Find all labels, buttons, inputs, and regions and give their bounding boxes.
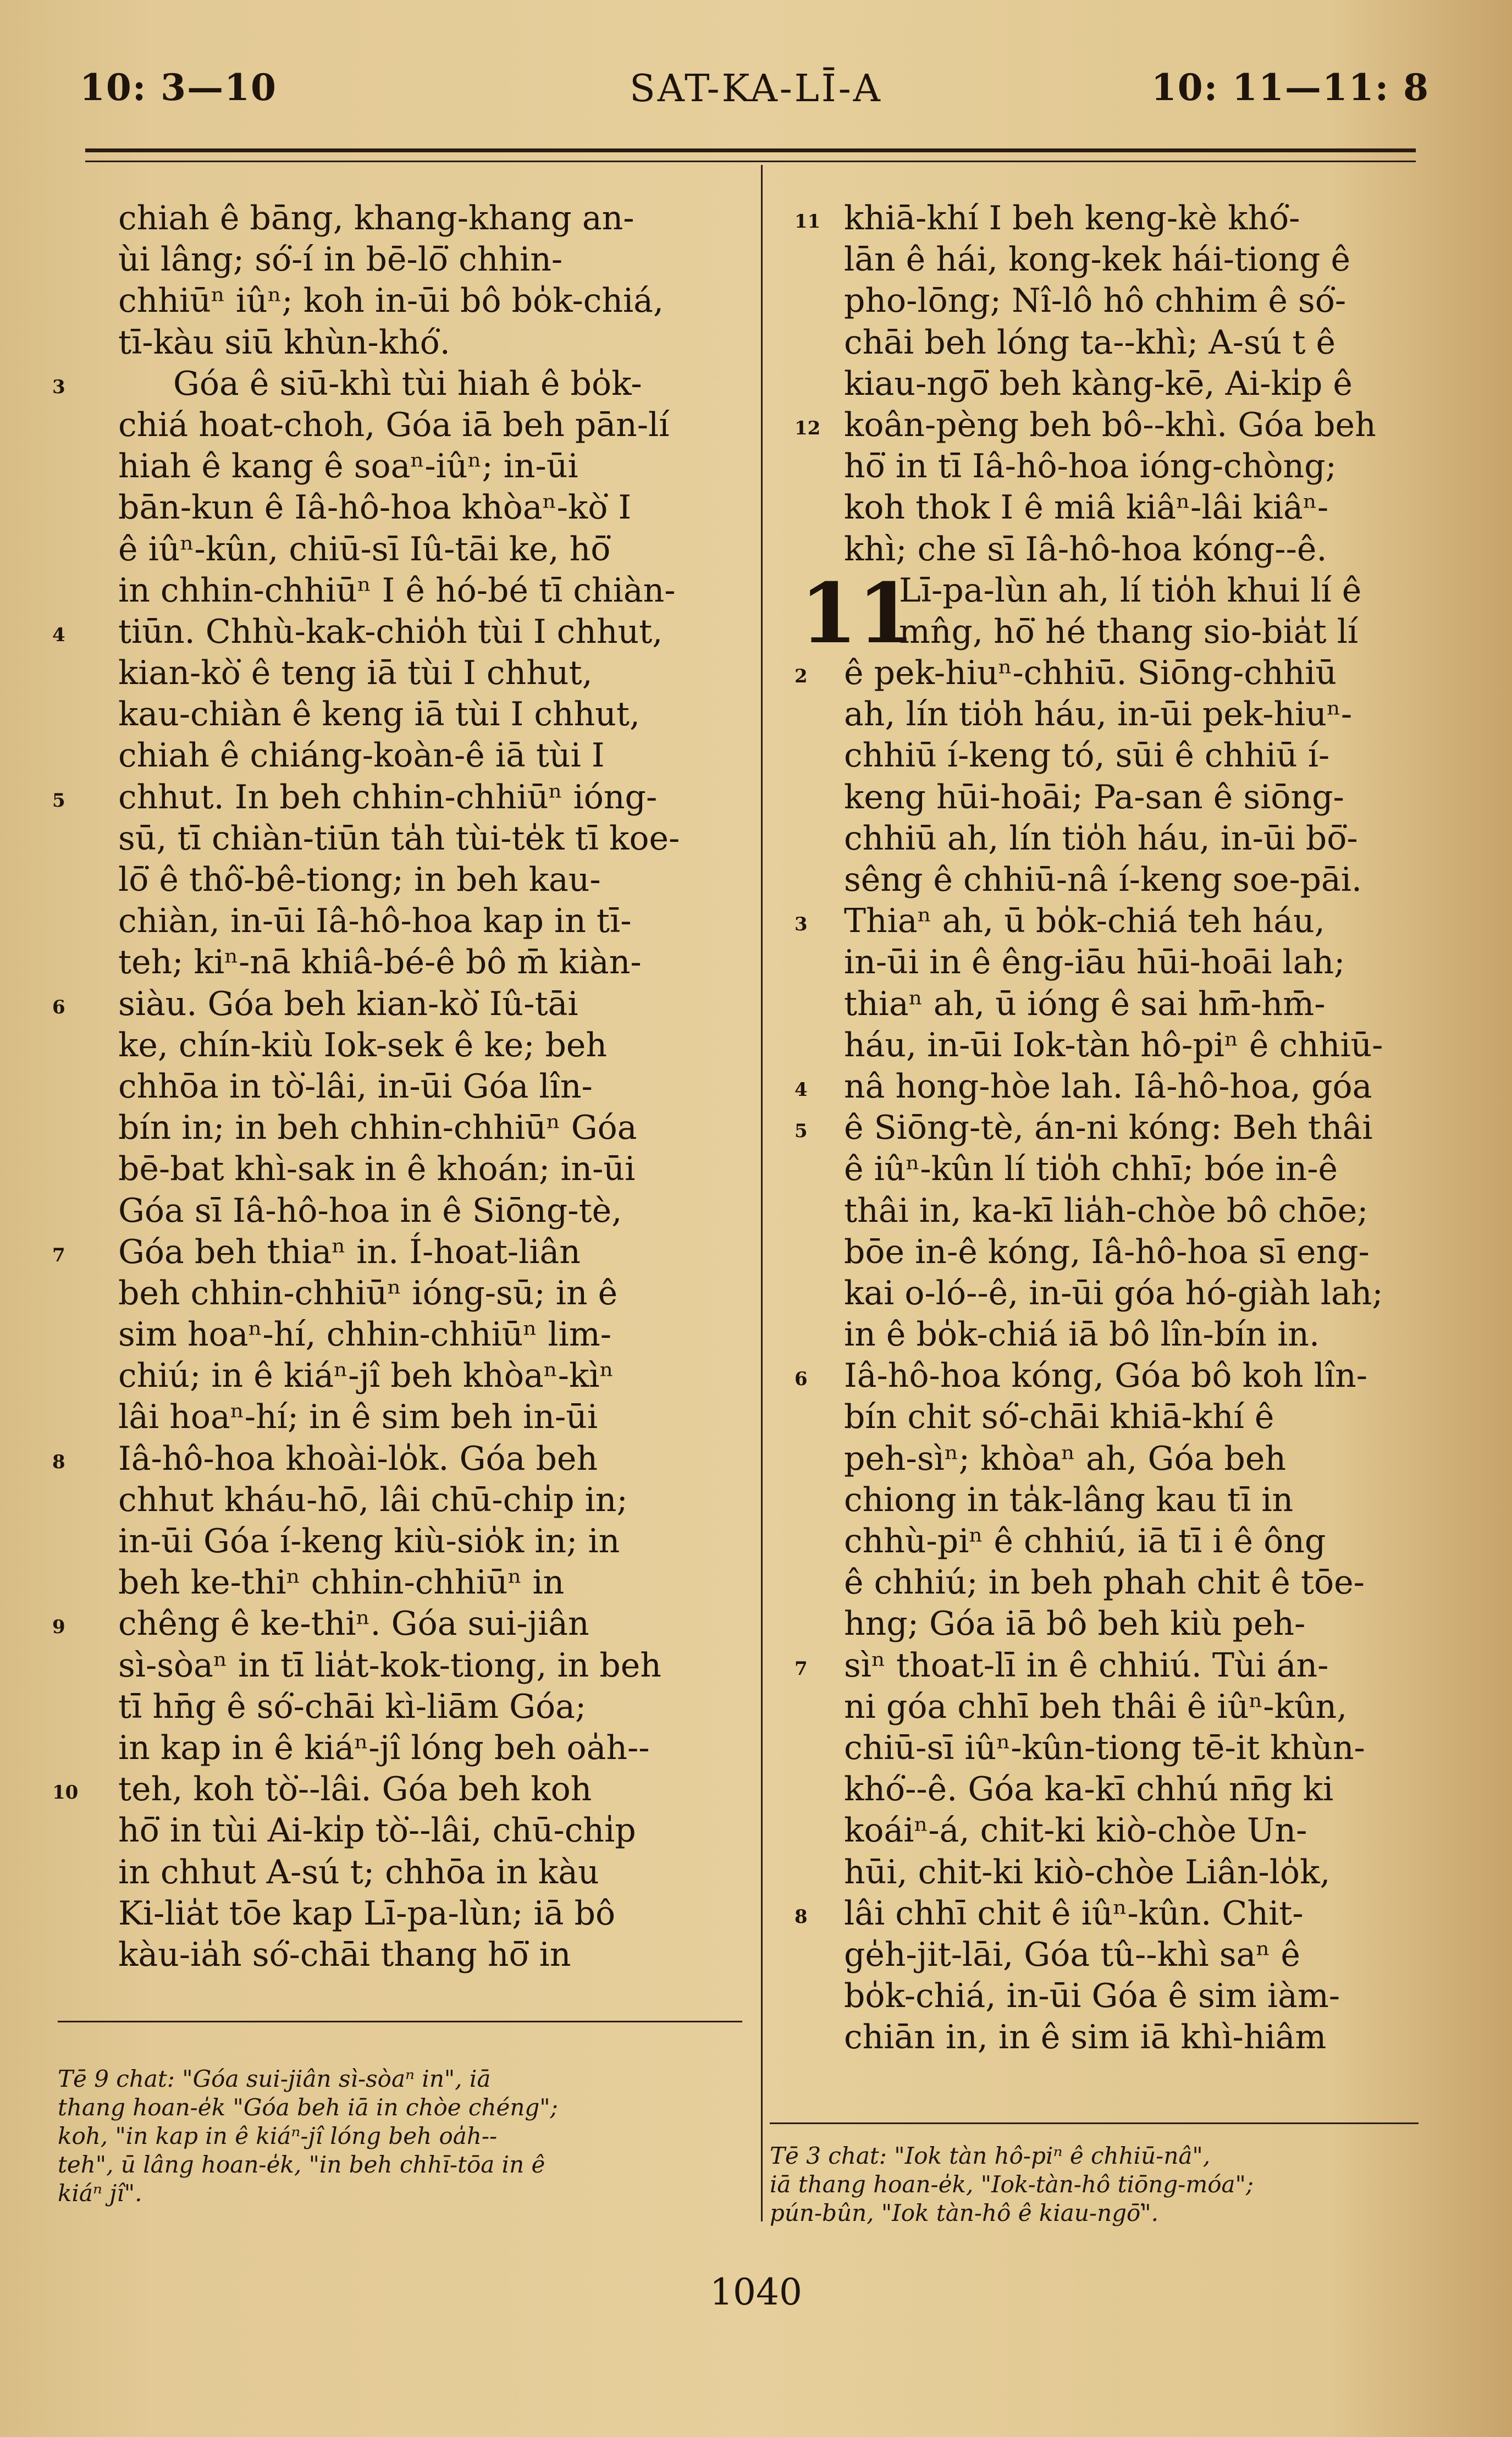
text-line <box>118 198 731 239</box>
line-text: ge̍h-jit-lāi, Góa tû--khì saⁿ ê <box>844 1935 1300 1974</box>
line-text: sū, tī chiàn-tiūn ta̍h tùi-te̍k tī koe- <box>118 819 680 858</box>
line-text: chêng ê ke-thiⁿ. Góa sui-jiân <box>118 1605 589 1644</box>
line-text: ê iûⁿ-kûn lí tio̍h chhī; bóe in-ê <box>844 1150 1338 1189</box>
text-line <box>118 239 731 280</box>
line-text: in-ūi in ê êng-iāu hūi-hoāi lah; <box>844 943 1345 982</box>
text-line <box>844 1562 1419 1603</box>
line-text: ah, lín tio̍h háu, in-ūi pek-hiuⁿ- <box>844 695 1353 734</box>
text-line <box>844 2017 1419 2058</box>
text-line <box>844 1438 1419 1480</box>
footnote-line: thang hoan-e̍k "Góa beh iā in chòe chéng"; <box>58 2094 558 2121</box>
line-text: pho-lōng; Nî-lô hô chhim ê só͘- <box>844 282 1347 321</box>
footnote-rule-right <box>770 2122 1419 2124</box>
text-line: 6 siàu. Góa beh kian-kò͘ Iû-tāi <box>52 984 578 1023</box>
text-line <box>118 1066 731 1107</box>
left-column <box>52 198 731 1976</box>
line-text: chiū-sī iûⁿ-kûn-tiong tē-it khùn- <box>844 1728 1365 1767</box>
footnote-line: Tē 3 chat: "Iok tàn hô-piⁿ ê chhiū-nâ", <box>770 2142 1211 2169</box>
line-text: Thiaⁿ ah, ū bo̍k-chiá teh háu, <box>844 902 1325 941</box>
text-line <box>118 1645 731 1686</box>
text-line <box>844 1480 1419 1521</box>
line-text: lâi chhī chit ê iûⁿ-kûn. Chit- <box>844 1894 1304 1933</box>
footnote-line: koh, "in kap in ê kiáⁿ-jî lóng beh oa̍h-- <box>58 2122 498 2149</box>
footnote-rule-left <box>58 2021 742 2022</box>
text-line <box>844 1852 1419 1893</box>
text-line <box>844 984 1419 1025</box>
line-text: ê chhiú; in beh phah chit ê tōe- <box>844 1563 1365 1602</box>
line-text: siàu. Góa beh kian-kò͘ Iû-tāi <box>118 984 578 1023</box>
line-text: hng; Góa iā bô beh kiù peh- <box>844 1605 1306 1644</box>
text-line <box>844 1149 1419 1190</box>
text-line <box>118 1893 731 1934</box>
text-line <box>118 487 731 528</box>
footnote-line: kiáⁿ jî". <box>58 2180 142 2207</box>
line-text: lān ê hái, kong-kek hái-tiong ê <box>844 240 1351 279</box>
running-header-right: 10: 11—11: 8 <box>1151 66 1430 109</box>
text-line <box>118 1025 731 1066</box>
line-text: bo̍k-chiá, in-ūi Góa ê sim iàm- <box>844 1977 1340 2016</box>
right-column <box>794 198 1419 2058</box>
line-text: Góa ê siū-khì tùi hiah ê bo̍k- <box>173 364 642 403</box>
header-rule-thin <box>85 161 1416 162</box>
text-line <box>118 529 731 570</box>
line-text: in kap in ê kiáⁿ-jî lóng beh oa̍h-- <box>118 1728 650 1767</box>
text-line <box>118 1852 731 1893</box>
line-text: kàu-ia̍h só͘-chāi thang hō͘ in <box>118 1935 571 1974</box>
line-text: chhut. In beh chhin-chhiūⁿ ióng- <box>118 778 658 817</box>
text-line <box>118 1810 731 1851</box>
chapter-number: 11 <box>800 565 915 662</box>
line-text: ê Siōng-tè, án-ni kóng: Beh thâi <box>844 1109 1373 1148</box>
line-text: chiah ê chiáng-koàn-ê iā tùi I <box>118 736 605 775</box>
line-text: khiā-khí I beh keng-kè khó͘- <box>844 199 1300 238</box>
text-line <box>118 1190 731 1232</box>
text-line <box>118 694 731 735</box>
text-line: 10 teh, koh tò͘--lâi. Góa beh koh <box>52 1770 592 1809</box>
line-text: chiú; in ê kiáⁿ-jî beh khòaⁿ-kìⁿ <box>118 1357 614 1396</box>
text-line <box>118 818 731 859</box>
text-line <box>118 322 731 363</box>
text-line: 7 Góa beh thiaⁿ in. Í-hoat-liân <box>52 1232 581 1271</box>
line-text: chhiū ah, lín tio̍h háu, in-ūi bō͘- <box>844 819 1358 858</box>
text-line <box>118 1562 731 1603</box>
text-line: 2 ê pek-hiuⁿ-chhiū. Siōng-chhiū <box>794 654 1337 693</box>
footnote-line: iā thang hoan-e̍k, "Iok-tàn-hô tiōng-móa"; <box>770 2171 1254 2198</box>
line-text: nâ hong-hòe lah. Iâ-hô-hoa, góa <box>844 1067 1372 1106</box>
line-text: tī-kàu siū khùn-khó͘. <box>118 323 450 362</box>
line-text: khì; che sī Iâ-hô-hoa kóng--ê. <box>844 530 1327 569</box>
line-text: koân-pèng beh bô--khì. Góa beh <box>844 405 1376 444</box>
line-text: in chhut A-sú t; chhōa in kàu <box>118 1852 599 1892</box>
text-line: 8 Iâ-hô-hoa khoài-lo̍k. Góa beh <box>52 1439 598 1478</box>
line-text: koáiⁿ-á, chit-ki kiò-chòe Un- <box>844 1811 1307 1850</box>
line-text: sì-sòaⁿ in tī lia̍t-kok-tiong, in beh <box>118 1646 661 1685</box>
text-line <box>118 1149 731 1190</box>
text-line <box>118 1686 731 1728</box>
line-text: khó͘--ê. Góa ka-kī chhú nn̄g ki <box>844 1770 1334 1809</box>
text-line: 4 nâ hong-hòe lah. Iâ-hô-hoa, góa <box>794 1067 1372 1106</box>
line-text: chhut kháu-hō, lâi chū-chi̍p in; <box>118 1480 628 1519</box>
page-number: 1040 <box>710 2271 802 2313</box>
line-text: hiah ê kang ê soaⁿ-iûⁿ; in-ūi <box>118 447 578 486</box>
text-line <box>118 280 731 322</box>
text-line <box>118 1355 731 1397</box>
text-line: 5 chhut. In beh chhin-chhiūⁿ ióng- <box>52 778 658 817</box>
text-line <box>118 446 731 487</box>
line-text: chhiū í-keng tó, sūi ê chhiū í- <box>844 736 1330 775</box>
text-line <box>118 1728 731 1769</box>
text-line <box>118 1480 731 1521</box>
header-rule-thick <box>85 148 1416 152</box>
line-text: chiān in, in ê sim iā khì-hiâm <box>844 2018 1327 2057</box>
line-text: bín chit só͘-chāi khiā-khí ê <box>844 1398 1274 1437</box>
line-text: tiūn. Chhù-kak-chio̍h tùi I chhut, <box>118 612 663 651</box>
line-text: beh ke-thiⁿ chhin-chhiūⁿ in <box>118 1563 565 1602</box>
text-line <box>844 322 1419 363</box>
line-text: keng hūi-hoāi; Pa-san ê siōng- <box>844 778 1344 817</box>
text-line <box>118 570 731 611</box>
line-text: chhōa in tò͘-lâi, in-ūi Góa lîn- <box>118 1067 593 1106</box>
line-text: Iâ-hô-hoa khoài-lo̍k. Góa beh <box>118 1439 598 1478</box>
text-line: 12 koân-pèng beh bô--khì. Góa beh <box>794 405 1376 444</box>
line-text: tī hn̄g ê só͘-chāi kì-liām Góa; <box>118 1687 587 1726</box>
line-text: kian-kò͘ ê teng iā tùi I chhut, <box>118 654 593 693</box>
line-text: ùi lâng; só͘-í in bē-lō͘ chhin- <box>118 240 563 279</box>
text-line <box>844 529 1419 570</box>
line-text: sêng ê chhiū-nâ í-keng soe-pāi. <box>844 861 1362 899</box>
text-line <box>844 818 1419 859</box>
text-line <box>118 1397 731 1438</box>
text-line <box>844 735 1419 776</box>
text-line: 7 sìⁿ thoat-lī in ê chhiú. Tùi án- <box>794 1646 1329 1685</box>
text-line <box>844 239 1419 280</box>
footnote-line: pún-bûn, "Iok tàn-hô ê kiau-ngō͘". <box>770 2199 1158 2226</box>
line-text: chiong in ta̍k-lâng kau tī in <box>844 1480 1294 1519</box>
line-text: bōe in-ê kóng, Iâ-hô-hoa sī eng- <box>844 1232 1370 1271</box>
text-line <box>844 942 1419 983</box>
text-line <box>844 1232 1419 1273</box>
text-line <box>844 611 1419 653</box>
text-line <box>844 1810 1419 1851</box>
text-line <box>844 1521 1419 1562</box>
text-line: 8 lâi chhī chit ê iûⁿ-kûn. Chit- <box>794 1894 1304 1933</box>
text-line <box>118 1934 731 1976</box>
line-text: chiah ê bāng, khang-khang an- <box>118 199 634 238</box>
text-line <box>844 446 1419 487</box>
text-line <box>844 1976 1419 2017</box>
text-line: 4 tiūn. Chhù-kak-chio̍h tùi I chhut, <box>52 612 663 651</box>
text-line: 5 ê Siōng-tè, án-ni kóng: Beh thâi <box>794 1109 1373 1148</box>
text-line: 6 Iâ-hô-hoa kóng, Góa bô koh lîn- <box>794 1357 1368 1396</box>
line-text: ê iûⁿ-kûn, chiū-sī Iû-tāi ke, hō͘ <box>118 530 611 569</box>
line-text: bān-kun ê Iâ-hô-hoa khòaⁿ-kò͘ I <box>118 488 632 527</box>
text-line <box>844 694 1419 735</box>
line-text: in chhin-chhiūⁿ I ê hó-bé tī chiàn- <box>118 571 676 610</box>
column-divider <box>761 165 763 2221</box>
text-line <box>844 1314 1419 1355</box>
line-text: sìⁿ thoat-lī in ê chhiú. Tùi án- <box>844 1646 1329 1685</box>
footnote-line: teh", ū lâng hoan-e̍k, "in beh chhī-tōa in ê <box>58 2151 545 2178</box>
text-line <box>844 1273 1419 1314</box>
footnote-left <box>58 2065 742 2208</box>
footnote-line: Tē 9 chat: "Góa sui-jiân sì-sòaⁿ in", iā <box>58 2065 491 2092</box>
line-text: koh thok I ê miâ kiâⁿ-lâi kiâⁿ- <box>844 488 1329 527</box>
line-text: teh; kiⁿ-nā khiâ-bé-ê bô m̄ kiàn- <box>118 943 642 982</box>
line-text: thiaⁿ ah, ū ióng ê sai hm̄-hm̄- <box>844 984 1326 1023</box>
text-line <box>118 1107 731 1149</box>
line-text: kiau-ngō͘ beh kàng-kē, Ai-ki̍p ê <box>844 364 1353 403</box>
line-text: beh chhin-chhiūⁿ ióng-sū; in ê <box>118 1273 618 1313</box>
line-text: ke, chín-kiù Iok-sek ê ke; beh <box>118 1025 608 1065</box>
line-text: ni góa chhī beh thâi ê iûⁿ-kûn, <box>844 1687 1348 1726</box>
text-line <box>844 1728 1419 1769</box>
line-text: peh-sìⁿ; khòaⁿ ah, Góa beh <box>844 1439 1286 1478</box>
line-text: kai o-ló--ê, in-ūi góa hó-giàh lah; <box>844 1273 1383 1313</box>
text-line <box>844 487 1419 528</box>
line-text: Góa sī Iâ-hô-hoa in ê Siōng-tè, <box>118 1191 622 1230</box>
text-line <box>844 1769 1419 1810</box>
line-text: lō͘ ê thô͘-bê-tiong; in beh kau- <box>118 861 601 899</box>
text-line <box>118 1314 731 1355</box>
text-line <box>844 1397 1419 1438</box>
running-header-title: SAT-KA-LĪ-A <box>630 67 882 111</box>
text-line <box>118 653 731 694</box>
line-text: chiá hoat-choh, Góa iā beh pān-lí <box>118 405 670 444</box>
text-line <box>844 859 1419 901</box>
text-line <box>844 1934 1419 1976</box>
line-text: hūi, chit-ki kiò-chòe Liân-lo̍k, <box>844 1852 1331 1892</box>
line-text: chāi beh lóng ta--khì; A-sú t ê <box>844 323 1336 362</box>
line-text: Lī-pa-lùn ah, lí tio̍h khui lí ê <box>899 571 1362 610</box>
running-header-left: 10: 3—10 <box>80 66 277 109</box>
text-line <box>118 901 731 942</box>
line-text: in-ūi Góa í-keng kiù-sio̍k in; in <box>118 1522 620 1561</box>
text-line <box>118 1273 731 1314</box>
text-line: 3 Góa ê siū-khì tùi hiah ê bo̍k- <box>52 364 642 403</box>
line-text: sim hoaⁿ-hí, chhin-chhiūⁿ lim- <box>118 1315 611 1354</box>
line-text: chhiūⁿ iûⁿ; koh in-ūi bô bo̍k-chiá, <box>118 282 664 321</box>
footnote-right <box>770 2142 1419 2228</box>
text-line: 3 Thiaⁿ ah, ū bo̍k-chiá teh háu, <box>794 902 1325 941</box>
text-line <box>118 735 731 776</box>
text-line <box>118 405 731 446</box>
line-text: hō͘ in tùi Ai-ki̍p tò͘--lâi, chū-chi̍p <box>118 1811 636 1850</box>
line-text: Ki-lia̍t tōe kap Lī-pa-lùn; iā bô <box>118 1894 616 1933</box>
line-text: chiàn, in-ūi Iâ-hô-hoa kap in tī- <box>118 902 632 941</box>
line-text: háu, in-ūi Iok-tàn hô-piⁿ ê chhiū- <box>844 1025 1383 1065</box>
line-text: bín in; in beh chhin-chhiūⁿ Góa <box>118 1109 637 1148</box>
text-line <box>844 1603 1419 1645</box>
line-text: chhù-piⁿ ê chhiú, iā tī i ê ông <box>844 1522 1326 1561</box>
line-text: Góa beh thiaⁿ in. Í-hoat-liân <box>118 1232 581 1271</box>
text-line <box>118 859 731 901</box>
line-text: mn̂g, hō͘ hé thang sio-bia̍t lí <box>899 612 1359 651</box>
text-line <box>844 777 1419 818</box>
text-line <box>844 280 1419 322</box>
line-text: teh, koh tò͘--lâi. Góa beh koh <box>118 1770 592 1809</box>
text-line <box>118 942 731 983</box>
text-line <box>844 1190 1419 1232</box>
line-text: thâi in, ka-kī lia̍h-chòe bô chōe; <box>844 1191 1368 1230</box>
line-text: hō͘ in tī Iâ-hô-hoa ióng-chòng; <box>844 447 1337 486</box>
text-line <box>844 1025 1419 1066</box>
line-text: bē-bat khì-sak in ê khoán; in-ūi <box>118 1150 636 1189</box>
line-text: in ê bo̍k-chiá iā bô lîn-bín in. <box>844 1315 1320 1354</box>
text-line <box>844 1686 1419 1728</box>
line-text: lâi hoaⁿ-hí; in ê sim beh in-ūi <box>118 1398 598 1437</box>
line-text: ê pek-hiuⁿ-chhiū. Siōng-chhiū <box>844 654 1337 693</box>
text-line: 11 khiā-khí I beh keng-kè khó͘- <box>794 199 1300 238</box>
line-text: kau-chiàn ê keng iā tùi I chhut, <box>118 695 641 734</box>
text-line <box>118 1521 731 1562</box>
text-line <box>844 363 1419 405</box>
text-line: 9 chêng ê ke-thiⁿ. Góa sui-jiân <box>52 1605 589 1644</box>
line-text: Iâ-hô-hoa kóng, Góa bô koh lîn- <box>844 1357 1368 1396</box>
